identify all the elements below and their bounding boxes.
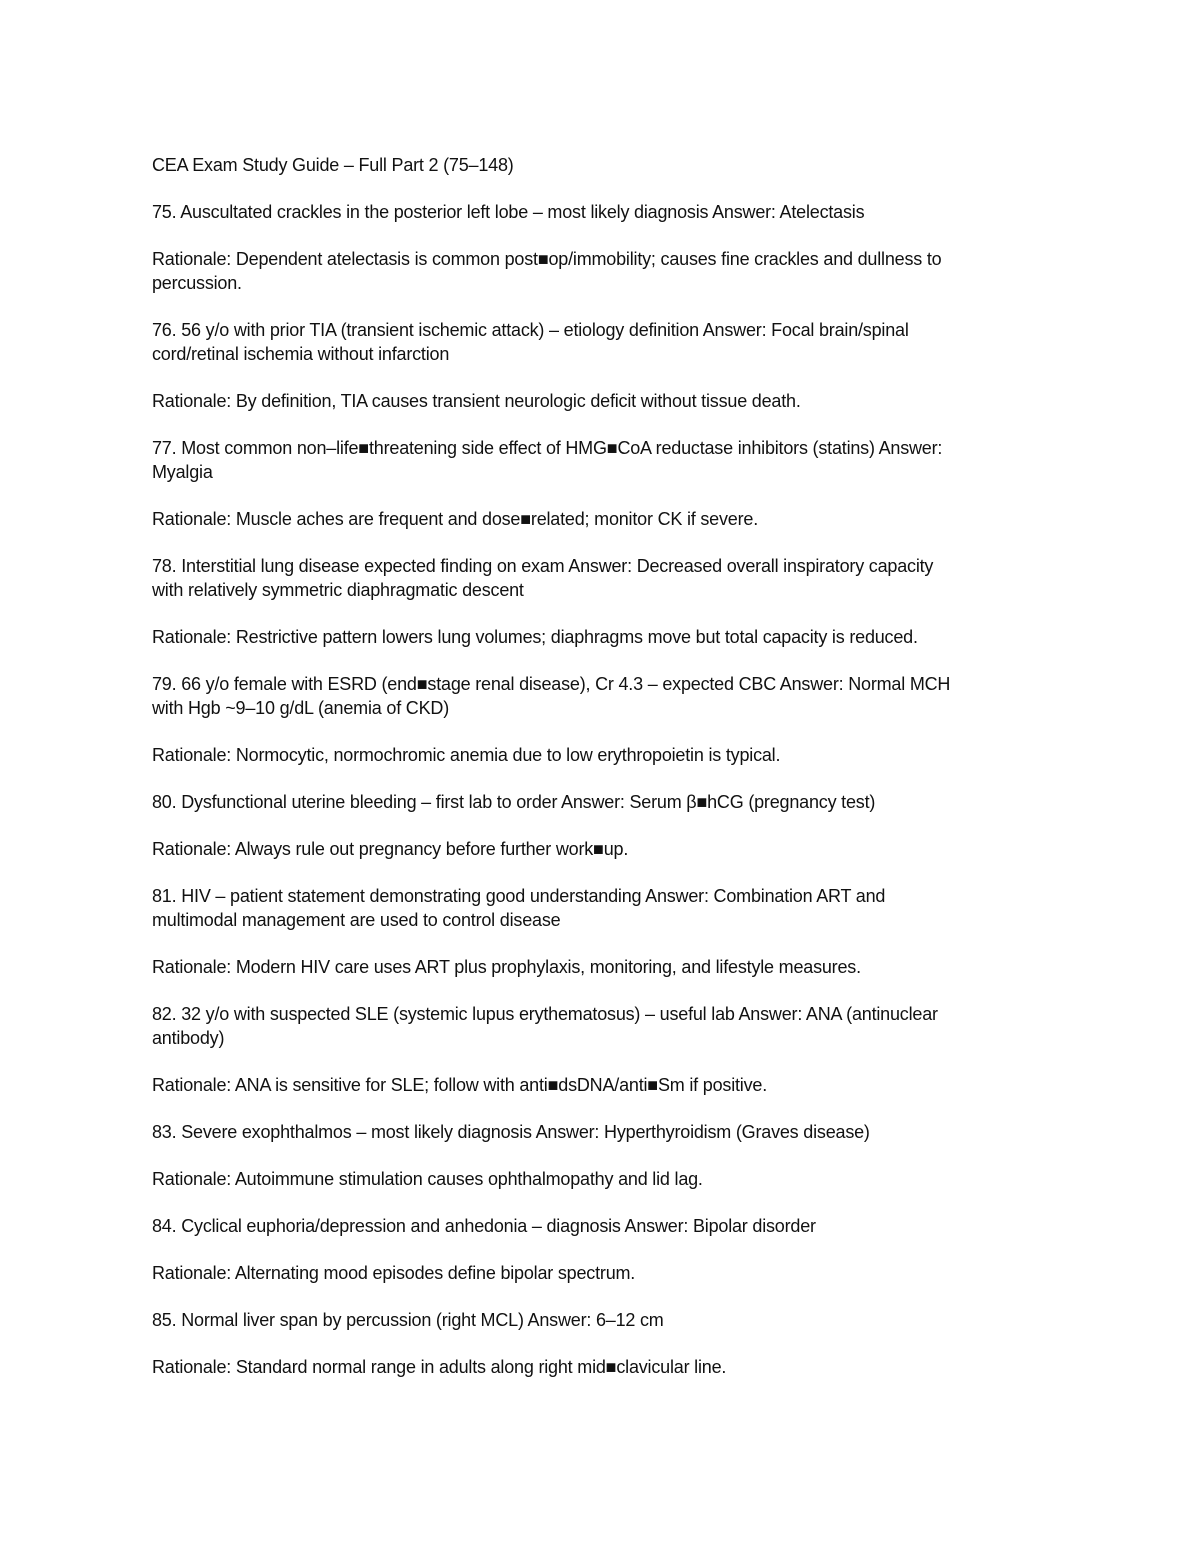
rationale-paragraph [152, 625, 950, 649]
rationale-paragraph [152, 1355, 950, 1379]
question-paragraph [152, 1214, 950, 1238]
rationale-paragraph [152, 389, 950, 413]
text-line: with relatively symmetric diaphragmatic descent [152, 580, 524, 600]
rationale-paragraph [152, 743, 950, 767]
question-paragraph [152, 436, 950, 484]
text-line: 79. 66 y/o female with ESRD (end■stage renal disease), Cr 4.3 – expected CBC Answer: Normal MCH [152, 674, 951, 694]
text-line: with Hgb ~9–10 g/dL (anemia of CKD) [152, 698, 449, 718]
document-page [152, 153, 950, 1402]
question-paragraph [152, 1120, 950, 1144]
question-paragraph [152, 200, 950, 224]
rationale-paragraph [152, 1261, 950, 1285]
text-line: multimodal management are used to control disease [152, 910, 561, 930]
text-line: Rationale: ANA is sensitive for SLE; follow with anti■dsDNA/anti■Sm if positive. [152, 1075, 768, 1095]
question-paragraph [152, 1002, 950, 1050]
question-paragraph [152, 554, 950, 602]
text-line: cord/retinal ischemia without infarction [152, 344, 450, 364]
title-text: CEA Exam Study Guide – Full Part 2 (75–148) [152, 155, 514, 175]
text-line: 75. Auscultated crackles in the posterior left lobe – most likely diagnosis Answer: Atelectasis [152, 202, 865, 222]
text-line: 85. Normal liver span by percussion (right MCL) Answer: 6–12 cm [152, 1310, 664, 1330]
question-paragraph [152, 318, 950, 366]
rationale-paragraph [152, 837, 950, 861]
text-line: 80. Dysfunctional uterine bleeding – first lab to order Answer: Serum β■hCG (pregnancy test) [152, 792, 876, 812]
text-line: percussion. [152, 273, 242, 293]
text-line: Myalgia [152, 462, 213, 482]
question-paragraph [152, 672, 950, 720]
text-line: 84. Cyclical euphoria/depression and anhedonia – diagnosis Answer: Bipolar disorder [152, 1216, 816, 1236]
text-line: antibody) [152, 1028, 225, 1048]
question-paragraph [152, 790, 950, 814]
text-line: Rationale: By definition, TIA causes transient neurologic deficit without tissue death. [152, 391, 801, 411]
rationale-paragraph [152, 1073, 950, 1097]
question-paragraph [152, 884, 950, 932]
document-title [152, 153, 950, 177]
text-line: Rationale: Alternating mood episodes define bipolar spectrum. [152, 1263, 636, 1283]
text-line: Rationale: Dependent atelectasis is common post■op/immobility; causes fine crackles and dullness to [152, 249, 942, 269]
text-line: Rationale: Normocytic, normochromic anemia due to low erythropoietin is typical. [152, 745, 781, 765]
rationale-paragraph [152, 247, 950, 295]
text-line: 83. Severe exophthalmos – most likely diagnosis Answer: Hyperthyroidism (Graves disease) [152, 1122, 870, 1142]
question-paragraph [152, 1308, 950, 1332]
text-line: Rationale: Always rule out pregnancy before further work■up. [152, 839, 629, 859]
text-line: 81. HIV – patient statement demonstrating good understanding Answer: Combination ART and [152, 886, 886, 906]
text-line: 76. 56 y/o with prior TIA (transient ischemic attack) – etiology definition Answer: Focal brain/spinal [152, 320, 909, 340]
text-line: 77. Most common non–life■threatening side effect of HMG■CoA reductase inhibitors (statins) Answer: [152, 438, 943, 458]
text-line: Rationale: Muscle aches are frequent and dose■related; monitor CK if severe. [152, 509, 759, 529]
text-line: 78. Interstitial lung disease expected finding on exam Answer: Decreased overall inspiratory capacity [152, 556, 934, 576]
text-line: Rationale: Modern HIV care uses ART plus prophylaxis, monitoring, and lifestyle measures. [152, 957, 861, 977]
rationale-paragraph [152, 1167, 950, 1191]
text-line: Rationale: Standard normal range in adults along right mid■clavicular line. [152, 1357, 727, 1377]
text-line: Rationale: Restrictive pattern lowers lung volumes; diaphragms move but total capacity is reduced. [152, 627, 918, 647]
rationale-paragraph [152, 507, 950, 531]
document-body [152, 200, 950, 1379]
rationale-paragraph [152, 955, 950, 979]
text-line: Rationale: Autoimmune stimulation causes ophthalmopathy and lid lag. [152, 1169, 703, 1189]
text-line: 82. 32 y/o with suspected SLE (systemic lupus erythematosus) – useful lab Answer: ANA (antinuclear [152, 1004, 938, 1024]
